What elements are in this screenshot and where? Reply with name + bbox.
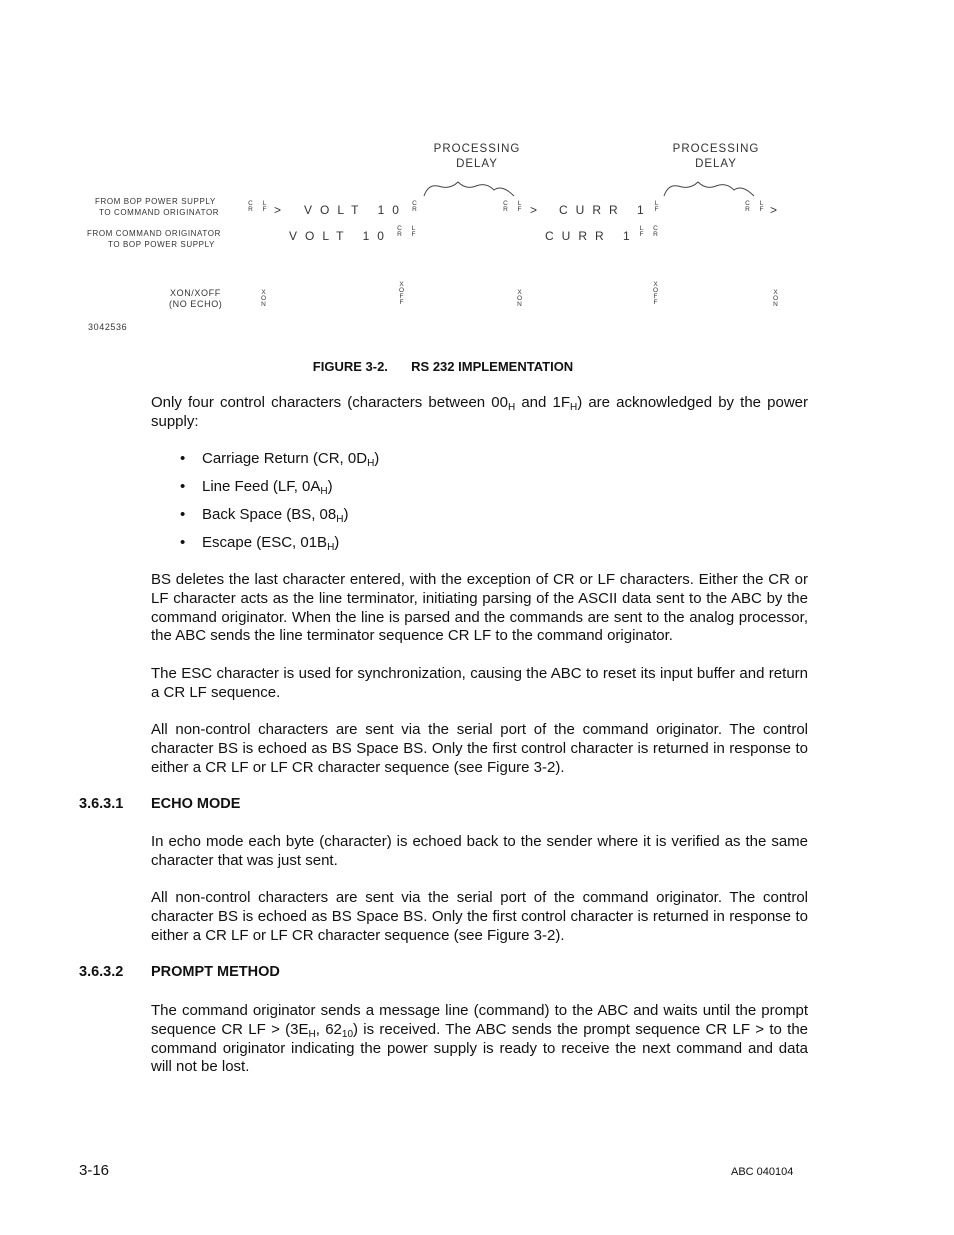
row1-lf-4: L F [654, 200, 659, 213]
row2-label-line2: TO BOP POWER SUPPLY [108, 240, 215, 249]
row1-cr-5: C R [745, 200, 750, 213]
p1-text-b: and 1F [515, 394, 570, 411]
row1-cr-1: C R [248, 200, 253, 213]
row1-prompt-2: > [530, 203, 546, 217]
row1-label-line2: TO COMMAND ORIGINATOR [99, 208, 220, 217]
section-number-prompt: 3.6.3.2 [79, 964, 124, 980]
bullet-item [180, 506, 348, 523]
figure-caption-number: FIGURE 3-2. [312, 359, 388, 374]
bullet-text: Back Space (BS, 08 [202, 506, 337, 523]
paragraph-bs: BS deletes the last character entered, with the exception of CR or LF characters. Either the CR or LF character acts as the line terminator, initiating parsing of the ASCII data sent to the ABC by the command originator. When the line is parsed and the commands are sent to the analog processor, the ABC sends the line terminator sequence CR LF to the command originator. [151, 571, 808, 645]
processing-delay-1-line2: DELAY [456, 158, 498, 170]
row1-lf-1: L F [262, 200, 267, 213]
xon-label-line1: XON/XOFF [170, 288, 221, 298]
bullet-item [180, 450, 379, 467]
bullet-end: ) [374, 450, 380, 467]
bullet-end: ) [334, 534, 340, 551]
processing-delay-label-2 [664, 142, 768, 172]
bullet-sub: H [320, 486, 328, 497]
processing-delay-label-1 [425, 142, 529, 172]
p7-text-b: , 62 [315, 1020, 342, 1038]
row1-cr-3: C R [503, 200, 508, 213]
paragraph-echo-non-control: All non-control characters are sent via the serial port of the command originator. The control character BS is echoed as BS Space BS. Only the first control character is returned in response to either a CR LF or LF CR character sequence (see Figure 3-2). [151, 889, 808, 944]
row2-cr-1: C R [397, 225, 402, 238]
processing-delay-brace-1 [420, 176, 520, 198]
bullet-sub: H [336, 514, 344, 525]
bullet-dot: • [180, 478, 186, 495]
row1-curr: CURR 1 [559, 203, 652, 217]
figure-caption-title: RS 232 IMPLEMENTATION [411, 359, 574, 374]
processing-delay-2-line1: PROCESSING [672, 143, 760, 155]
p7-text-c: ) is received. The ABC sends the prompt sequence CR LF > to the command originator indicating the power supply is ready to receive the next command and data will not be lost. [151, 1020, 808, 1076]
processing-delay-1-line1: PROCESSING [433, 143, 521, 155]
row1-lf-5: L F [759, 200, 764, 213]
row1-prompt-1: > [274, 203, 290, 217]
figure-caption [0, 359, 886, 374]
p7-text-a: The command originator sends a message line (command) to the ABC and waits until the prompt sequence CR LF > (3E [151, 1002, 808, 1038]
section-title-echo: ECHO MODE [151, 796, 241, 812]
processing-delay-brace-2 [660, 176, 760, 198]
section-number-echo: 3.6.3.1 [79, 796, 124, 812]
paragraph-control-chars [151, 394, 808, 432]
row1-volt: VOLT 10 [304, 203, 407, 217]
p1-text-c: ) are acknowledged by the power supply: [151, 394, 808, 430]
page-number: 3-16 [79, 1162, 110, 1179]
paragraph-non-control: All non-control characters are sent via the serial port of the command originator. The control character BS is echoed as BS Space BS. Only the first control character is returned in response to either a CR LF or LF CR character sequence (see Figure 3-2). [151, 721, 808, 776]
paragraph-prompt-method [151, 1002, 808, 1077]
row2-lf-1: L F [411, 225, 416, 238]
bullet-text: Carriage Return (CR, 0D [202, 450, 368, 467]
row1-prompt-3: > [770, 203, 786, 217]
row1-label-line1: FROM BOP POWER SUPPLY [95, 197, 216, 206]
bullet-text: Escape (ESC, 01B [202, 534, 328, 551]
xon-marker-2: X O N [516, 289, 523, 308]
row1-lf-3: L F [517, 200, 522, 213]
xoff-marker-1: X O F F [398, 281, 405, 306]
p7-sub-1: H [308, 1028, 316, 1040]
row2-label-line1: FROM COMMAND ORIGINATOR [87, 229, 221, 238]
bullet-dot: • [180, 506, 186, 523]
document-id: ABC 040104 [731, 1166, 794, 1178]
row2-lf-2: L F [639, 225, 644, 238]
bullet-item [180, 478, 333, 495]
paragraph-echo-mode: In echo mode each byte (character) is echoed back to the sender where it is verified as the same character that was just sent. [151, 833, 808, 869]
processing-delay-2-line2: DELAY [695, 158, 737, 170]
section-title-prompt: PROMPT METHOD [151, 964, 280, 980]
row2-cr-2: C R [653, 225, 658, 238]
p1-sub-1: H [507, 402, 516, 413]
figure-id: 3042536 [88, 322, 128, 332]
bullet-end: ) [343, 506, 349, 523]
xoff-marker-2: X O F F [652, 281, 659, 306]
paragraph-esc: The ESC character is used for synchronization, causing the ABC to reset its input buffer and return a CR LF sequence. [151, 665, 808, 701]
bullet-sub: H [327, 542, 335, 553]
row2-curr: CURR 1 [545, 229, 638, 243]
bullet-sub: H [367, 458, 375, 469]
bullet-dot: • [180, 450, 186, 467]
bullet-dot: • [180, 534, 186, 551]
xon-marker-1: X O N [260, 289, 267, 308]
xon-marker-3: X O N [772, 289, 779, 308]
p1-sub-2: H [569, 402, 578, 413]
bullet-text: Line Feed (LF, 0A [202, 478, 321, 495]
row2-volt: VOLT 10 [289, 229, 392, 243]
p7-sub-2: 10 [341, 1028, 354, 1040]
bullet-item [180, 534, 339, 551]
bullet-end: ) [327, 478, 333, 495]
xon-label-line2: (NO ECHO) [169, 299, 223, 309]
p1-text-a: Only four control characters (characters between 00 [151, 394, 508, 411]
row1-cr-2: C R [412, 200, 417, 213]
